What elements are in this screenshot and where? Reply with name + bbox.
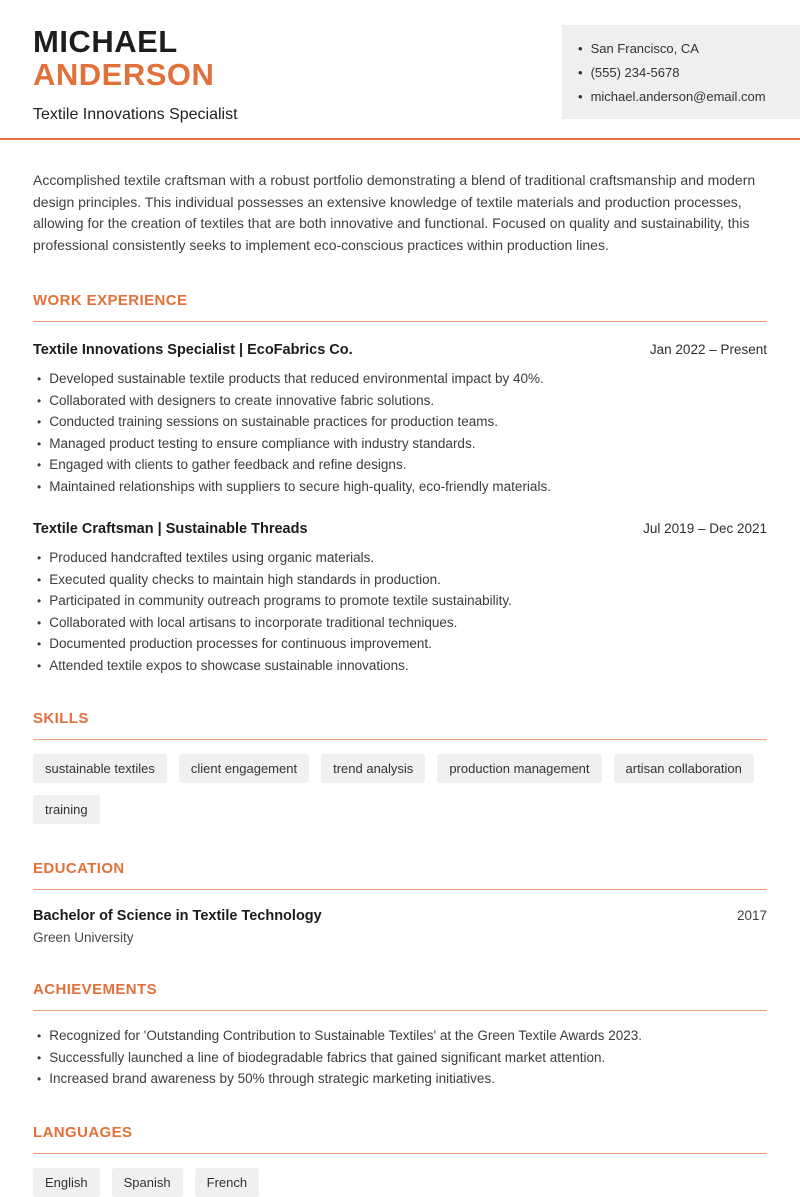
bullet-item	[33, 550, 767, 567]
bullet-text: Increased brand awareness by 50% through strategic marketing initiatives.	[49, 1071, 495, 1086]
section-heading-skills: SKILLS	[33, 710, 767, 740]
bullet-item	[33, 615, 767, 632]
identity-block	[33, 25, 238, 124]
education-entry	[33, 908, 767, 924]
skill-tag: training	[33, 795, 100, 824]
job-header	[33, 521, 767, 537]
section-achievements	[33, 981, 767, 1088]
bullet-item	[33, 1028, 767, 1045]
bullet-item	[33, 479, 767, 496]
achievement-list	[33, 1028, 767, 1088]
skill-tag: artisan collaboration	[614, 754, 754, 783]
bullet-item	[33, 414, 767, 431]
job-header	[33, 342, 767, 358]
bullet-text: Executed quality checks to maintain high standards in production.	[49, 571, 441, 587]
bullet-icon: •	[37, 637, 42, 651]
job-dates: Jan 2022 – Present	[649, 342, 767, 357]
job-title: Textile Innovations Specialist | EcoFabrics Co.	[33, 342, 353, 358]
bullet-icon: •	[37, 551, 42, 565]
bullet-text: Produced handcrafted textiles using organic materials.	[49, 550, 375, 565]
bullet-text: Successfully launched a line of biodegradable fabrics that gained significant market attention.	[49, 1049, 606, 1065]
contact-text: (555) 234-5678	[590, 64, 680, 80]
bullet-text: Participated in community outreach programs to promote textile sustainability.	[49, 593, 512, 608]
bullet-item	[33, 572, 767, 589]
summary-paragraph: Accomplished textile craftsman with a robust portfolio demonstrating a blend of traditional craftsmanship and modern design principles. This individual possesses an extensive knowledge of textile materials and production processes, allowing for the creation of textiles that are both innovative and functional. Focused on quality and sustainability, this professional consistently seeks to implement eco-conscious practices within production lines.	[33, 172, 756, 253]
content	[0, 170, 800, 1197]
job-entry	[33, 342, 767, 495]
skill-tag: client engagement	[179, 754, 309, 783]
bullet-item	[33, 636, 767, 653]
job-dates: Jul 2019 – Dec 2021	[643, 521, 767, 536]
bullet-item	[33, 457, 767, 474]
job-title: Textile Craftsman | Sustainable Threads	[33, 521, 308, 537]
bullet-icon: •	[37, 1072, 42, 1086]
bullet-icon: •	[37, 658, 42, 673]
bullet-icon: •	[37, 479, 42, 494]
job-bullet-list	[33, 550, 767, 674]
section-languages	[33, 1124, 767, 1197]
section-heading-languages: LANGUAGES	[33, 1124, 767, 1154]
bullet-icon: •	[37, 615, 42, 630]
bullet-icon: •	[37, 594, 42, 608]
bullet-item	[33, 436, 767, 453]
bullet-item	[33, 371, 767, 388]
job-entry	[33, 521, 767, 674]
bullet-item	[33, 1050, 767, 1067]
bullet-text: Attended textile expos to showcase sustainable innovations.	[49, 657, 409, 673]
bullet-text: Managed product testing to ensure compliance with industry standards.	[49, 435, 476, 451]
degree-year: 2017	[736, 908, 767, 923]
header	[0, 0, 800, 124]
language-tag-list	[33, 1168, 767, 1197]
bullet-icon: •	[578, 88, 583, 104]
bullet-item	[33, 593, 767, 610]
bullet-text: Collaborated with local artisans to incorporate traditional techniques.	[49, 614, 458, 630]
skill-tag-list	[33, 754, 767, 824]
bullet-text: Recognized for 'Outstanding Contribution to Sustainable Textiles' at the Green Textile Awards 2023.	[49, 1028, 642, 1043]
degree-name: Bachelor of Science in Textile Technology	[33, 908, 322, 924]
bullet-text: Conducted training sessions on sustainable practices for production teams.	[49, 414, 498, 429]
school-name: Green University	[33, 930, 134, 945]
bullet-item	[33, 393, 767, 410]
bullet-item	[33, 1071, 767, 1088]
header-divider	[0, 138, 800, 140]
bullet-icon: •	[37, 1050, 42, 1065]
section-work-experience	[33, 292, 767, 674]
bullet-icon: •	[37, 436, 42, 451]
bullet-text: Developed sustainable textile products that reduced environmental impact by 40%.	[49, 371, 544, 386]
bullet-icon: •	[578, 64, 583, 80]
section-heading-education: EDUCATION	[33, 860, 767, 890]
section-skills	[33, 710, 767, 824]
bullet-icon: •	[37, 393, 42, 408]
job-bullet-list	[33, 371, 767, 495]
bullet-icon: •	[37, 415, 42, 429]
bullet-text: Engaged with clients to gather feedback and refine designs.	[49, 457, 407, 472]
contact-item	[578, 60, 784, 84]
bullet-icon: •	[578, 40, 583, 56]
skill-tag: trend analysis	[321, 754, 425, 783]
section-heading-work-experience: WORK EXPERIENCE	[33, 292, 767, 322]
contact-item	[578, 36, 784, 60]
bullet-icon: •	[37, 458, 42, 472]
headline: Textile Innovations Specialist	[33, 106, 238, 123]
language-tag: English	[33, 1168, 100, 1197]
bullet-item	[33, 658, 767, 675]
bullet-text: Documented production processes for continuous improvement.	[49, 636, 432, 651]
language-tag: Spanish	[112, 1168, 183, 1197]
language-tag: French	[195, 1168, 259, 1197]
skill-tag: production management	[437, 754, 601, 783]
bullet-icon: •	[37, 372, 42, 386]
section-heading-achievements: ACHIEVEMENTS	[33, 981, 767, 1011]
contact-text: michael.anderson@email.com	[590, 88, 766, 104]
contact-text: San Francisco, CA	[590, 40, 699, 56]
section-education	[33, 860, 767, 945]
contact-card	[562, 25, 800, 119]
contact-item	[578, 84, 784, 108]
bullet-text: Collaborated with designers to create innovative fabric solutions.	[49, 392, 435, 408]
bullet-text: Maintained relationships with suppliers to secure high-quality, eco-friendly materials.	[49, 478, 551, 494]
name-first: MICHAEL	[33, 24, 178, 59]
bullet-icon: •	[37, 572, 42, 587]
name-last: ANDERSON	[33, 57, 215, 92]
bullet-icon: •	[37, 1029, 42, 1043]
skill-tag: sustainable textiles	[33, 754, 167, 783]
